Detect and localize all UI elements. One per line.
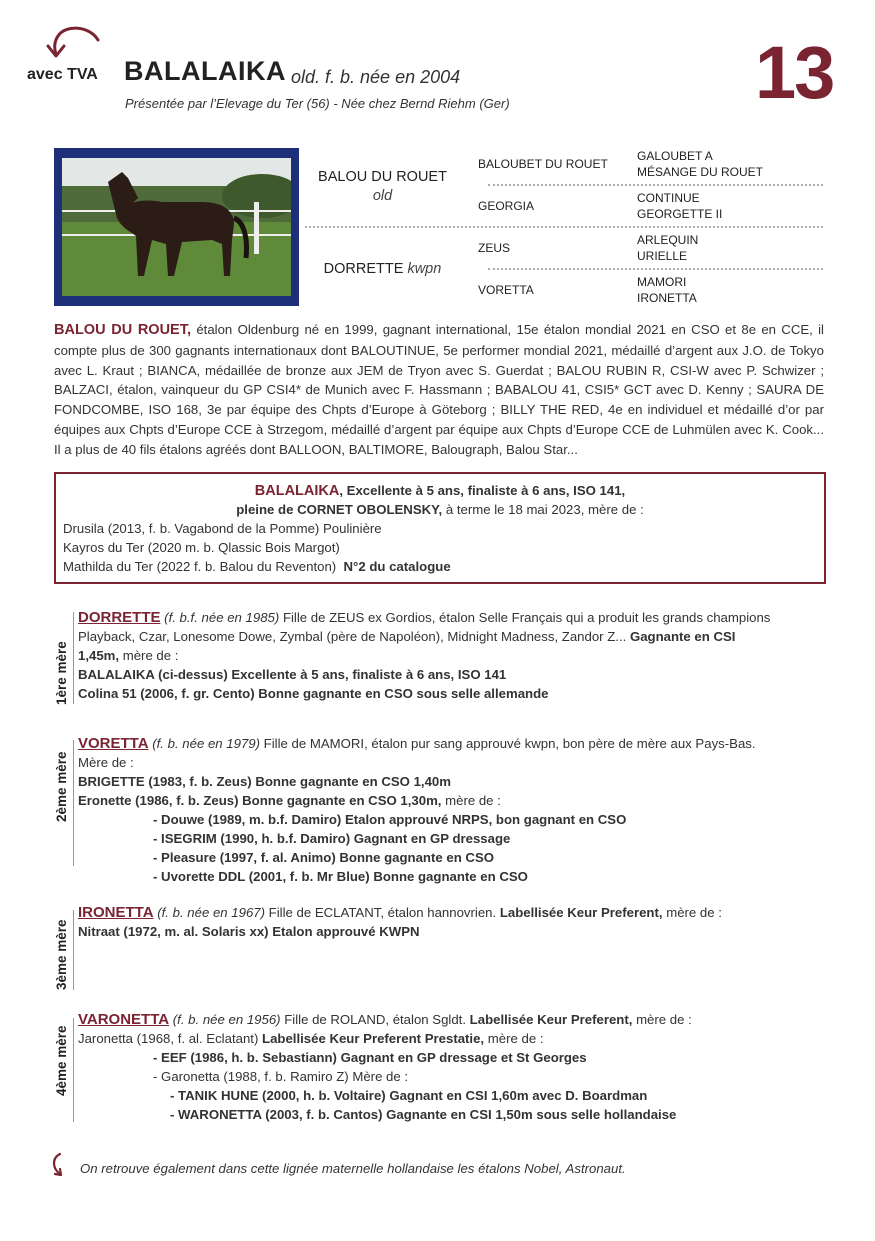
horse-name: BALALAIKA [124,56,286,86]
dam1-label: 1ère mère [54,641,69,705]
dam3-line [73,910,74,990]
footer-arrow-icon [50,1152,72,1180]
horse-photo [54,148,299,306]
pedigree-gp-2: GEORGIA [478,199,535,213]
lot-number: 13 [755,31,834,114]
dam4-greatgrandchild-1: - TANIK HUNE (2000, h. b. Voltaire) Gagnant en CSI 1,60m avec D. Boardman [170,1088,648,1103]
pedigree-ggp-7: MAMORI [637,275,687,289]
pedigree-dam: DORRETTE kwpn [323,261,442,277]
dam4-grandchild-1: - EEF (1986, h. b. Sebastiann) Gagnant en GP dressage et St Georges [153,1050,587,1065]
pedigree-ggp-2: MÉSANGE DU ROUET [637,165,764,179]
dam1-line3: 1,45m, mère de : [78,648,179,663]
footer-note: On retrouve également dans cette lignée maternelle hollandaise les étalons Nobel, Astronaut. [80,1161,626,1176]
dam4-heading: VARONETTA (f. b. née en 1956) Fille de ROLAND, étalon Sgldt. Labellisée Keur Preferent, mère de : [78,1011,692,1028]
pedigree-ggp-1: GALOUBET A [637,149,713,163]
dam3-offspring-1: Nitraat (1972, m. al. Solaris xx) Etalon approuvé KWPN [78,924,420,939]
dam1-line [73,612,74,704]
dam3-label: 3ème mère [54,919,69,990]
box-title-line: BALALAIKA, Excellente à 5 ans, finaliste à 6 ans, ISO 141, [254,483,626,499]
dam1-offspring-1: BALALAIKA (ci-dessus) Excellente à 5 ans, finaliste à 6 ans, ISO 141 [78,667,507,682]
dam2-offspring-1: BRIGETTE (1983, f. b. Zeus) Bonne gagnante en CSO 1,40m [78,774,451,789]
pedigree-ggp-6: URIELLE [637,249,688,263]
dam2-line2: Mère de : [78,755,134,770]
box-offspring-2: Kayros du Ter (2020 m. b. Qlassic Bois Margot) [63,540,340,555]
dam4-label: 4ème mère [54,1025,69,1096]
dam2-grandchild-3: - Pleasure (1997, f. al. Animo) Bonne gagnante en CSO [153,850,494,865]
pedigree-ggp-4: GEORGETTE II [637,207,723,221]
dam3-heading: IRONETTA (f. b. née en 1967) Fille de ECLATANT, étalon hannovrien. Labellisée Keur Preferent, mère de : [78,904,722,921]
dam2-grandchild-4: - Uvorette DDL (2001, f. b. Mr Blue) Bonne gagnante en CSO [153,869,528,884]
dam4-grandchild-2: - Garonetta (1988, f. b. Ramiro Z) Mère de : [153,1069,409,1084]
pedigree-gp-1: BALOUBET DU ROUET [478,157,608,171]
box-offspring-1: Drusila (2013, f. b. Vagabond de la Pomme) Poulinière [63,521,382,536]
pedigree-sire-stud: old [372,188,393,204]
sire-description: BALOU DU ROUET, étalon Oldenburg né en 1999, gagnant international, 15e étalon mondial 2021 en CSO et 8e en CCE, il compte plus de 300 gagnants internationaux dont BALOUTINUE, 5e performer mondial 2021, médaillé d’argent aux J.O. de Tokyo avec L. Kraut ; BIANCA, médaillée de bronze aux JEM de Tryon avec S. Guerdat ; BALOU RUBIN R, CSI-W avec P. Schwizer ; BALZACI, étalon, vainqueur du GP CSI4* de Munich avec F. Hassmann ; BABALOU 41, CSI5* GCT avec D. Kenny ; SAURA DE FONDCOMBE, ISO 168, 3e par équipe des Chpts d’Europe à Göteborg ; BILLY THE RED, 4e en individuel et médaillé d’or par équipes aux Chpts d’Europe CCE à Strzegom, médaillé d’argent par équipe aux Chpts d’Europe CCE de Luhmülen avec K. Cook... Il a plus de 40 fils étalons agréés dont BALLOON, BALTIMORE, Balougraph, Balou Star... [54,322,824,457]
dam4-line [73,1018,74,1122]
pedigree-gp-3: ZEUS [478,241,511,255]
pedigree-divider [488,268,823,270]
dam4-offspring-1: Jaronetta (1968, f. al. Eclatant) Labellisée Keur Preferent Prestatie, mère de : [78,1031,544,1046]
pedigree-divider [488,184,823,186]
curved-arrow-icon [40,24,104,66]
horse-description: old. f. b. née en 2004 [291,67,461,87]
pedigree-ggp-8: IRONETTA [637,291,697,305]
dam2-grandchild-2: - ISEGRIM (1990, h. b.f. Damiro) Gagnant en GP dressage [153,831,511,846]
dam2-heading: VORETTA (f. b. née en 1979) Fille de MAMORI, étalon pur sang approuvé kwpn, bon père de mère aux Pays-Bas. [78,735,756,752]
presented-by: Présentée par l’Elevage du Ter (56) - Née chez Bernd Riehm (Ger) [125,96,510,111]
dam2-grandchild-1: - Douwe (1989, m. b.f. Damiro) Etalon approuvé NRPS, bon gagnant en CSO [153,812,627,827]
pedigree-divider [305,226,823,228]
pedigree-sire: BALOU DU ROUET [318,169,447,185]
pedigree-ggp-3: CONTINUE [637,191,700,205]
highlight-box [54,472,826,584]
box-offspring-3: Mathilda du Ter (2022 f. b. Balou du Reventon) N°2 du catalogue [63,559,451,574]
dam2-offspring-2: Eronette (1986, f. b. Zeus) Bonne gagnante en CSO 1,30m, mère de : [78,793,501,808]
dam2-label: 2ème mère [54,751,69,822]
dam1-heading: DORRETTE (f. b.f. née en 1985) Fille de ZEUS ex Gordios, étalon Selle Français qui a produit les grands champions [78,609,771,626]
pedigree-gp-4: VORETTA [478,283,534,297]
tva-label: avec TVA [27,66,98,83]
pedigree-ggp-5: ARLEQUIN [637,233,699,247]
box-pregnancy-line: pleine de CORNET OBOLENSKY, à terme le 18 mai 2023, mère de : [236,502,644,517]
dam1-offspring-2: Colina 51 (2006, f. gr. Cento) Bonne gagnante en CSO sous selle allemande [78,686,549,701]
dam2-line [73,740,74,866]
dam1-line2: Playback, Czar, Lonesome Dowe, Zymbal (père de Napoléon), Midnight Madness, Zandor Z... Gagnante en CSI [78,629,736,644]
dam4-greatgrandchild-2: - WARONETTA (2003, f. b. Cantos) Gagnante en CSI 1,50m sous selle hollandaise [170,1107,677,1122]
